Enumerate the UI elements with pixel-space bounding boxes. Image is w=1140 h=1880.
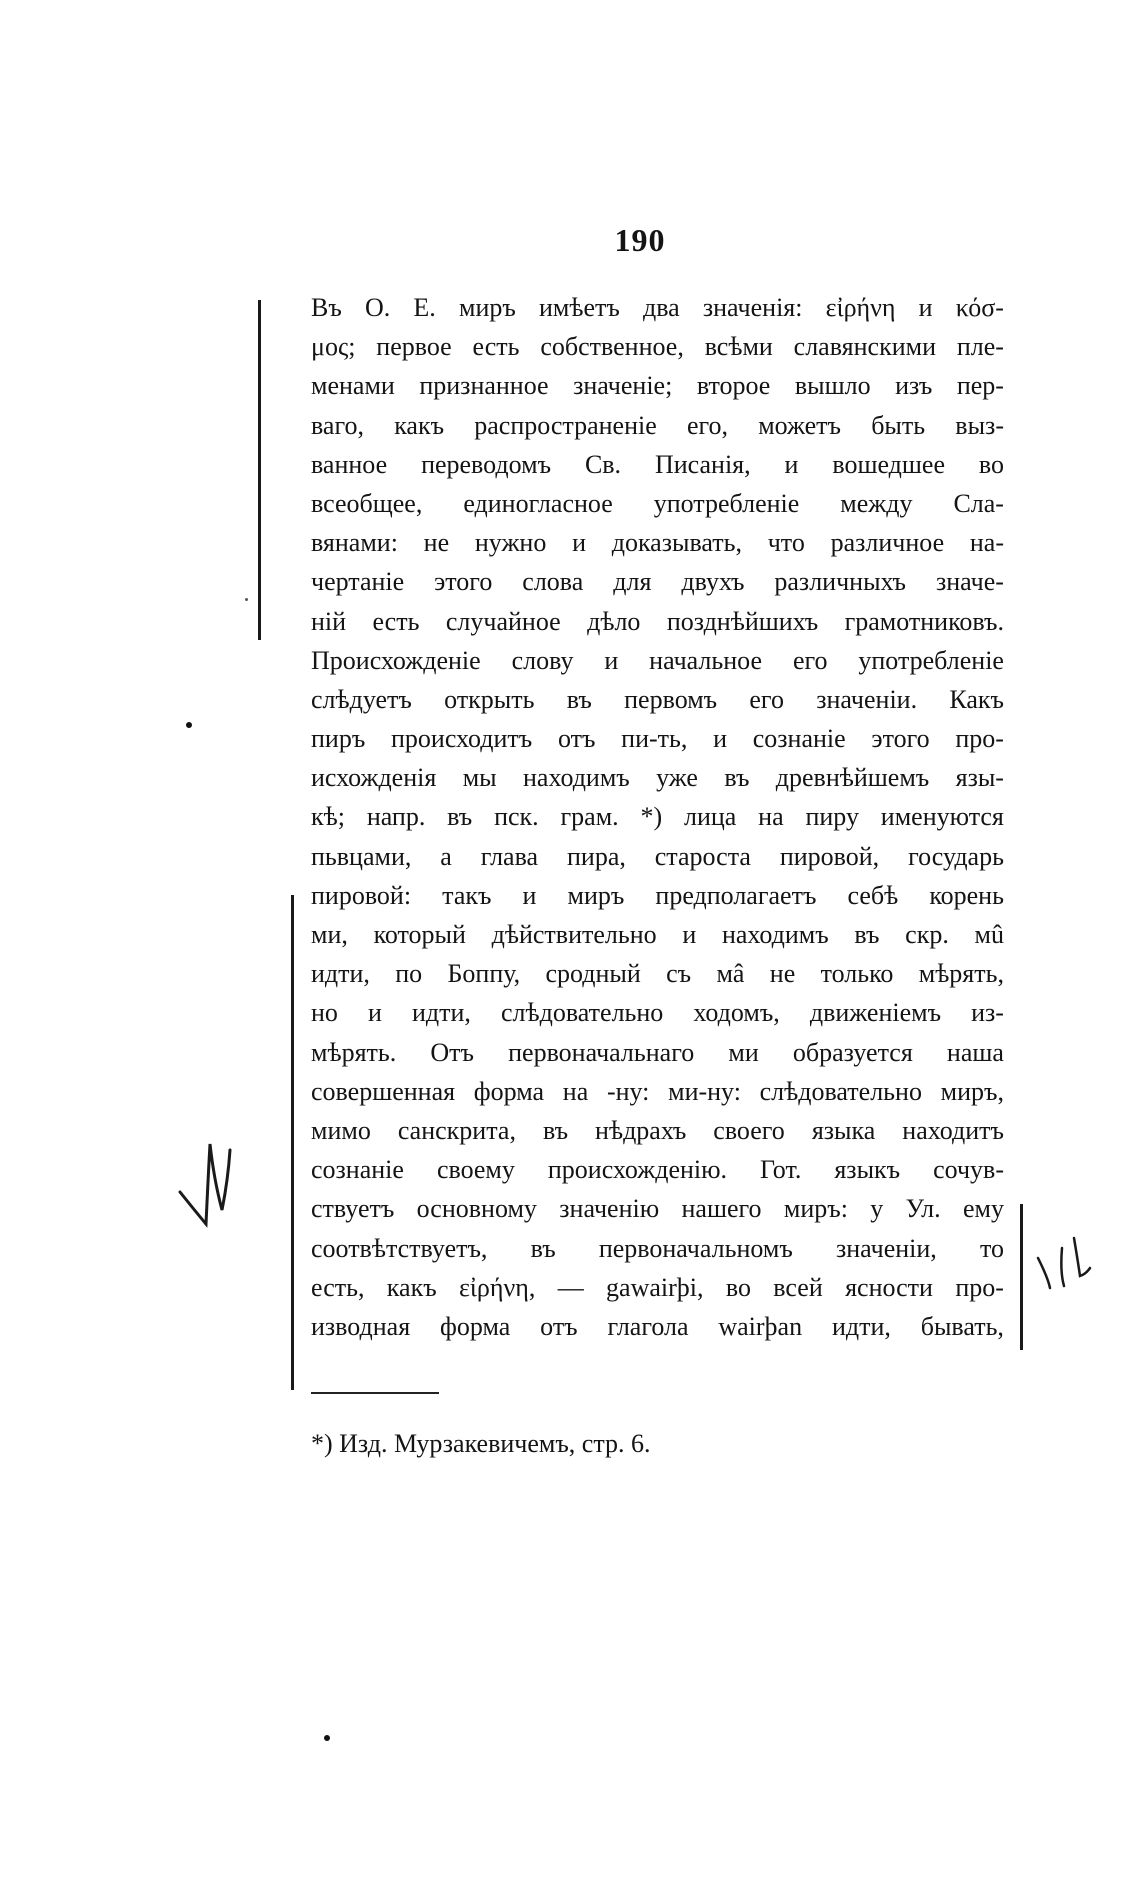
margin-line-right [1020, 1204, 1023, 1350]
text-line: сознаніе своему происхожденію. Гот. языкъ сочув- [311, 1155, 1004, 1185]
left-margin-scribble [170, 1120, 240, 1230]
text-line: ній есть случайное дѣло позднѣйшихъ грамотниковъ. [311, 606, 1004, 636]
main-text [311, 288, 1004, 1346]
right-margin-scribble [1030, 1228, 1100, 1308]
page-number: 190 [614, 222, 666, 258]
margin-line-left-lower [291, 895, 294, 1390]
text-line: мѣрять. Отъ первоначальнаго ми образуется наша [311, 1037, 1004, 1067]
text-line: пировой: такъ и миръ предполагаетъ себѣ корень [311, 880, 1004, 910]
text-line: вянами: не нужно и доказывать, что различное на- [311, 528, 1004, 558]
text-line: μος; первое есть собственное, всѣми славянскими пле- [311, 332, 1004, 362]
text-line: Въ О. Е. миръ имѣетъ два значенія: εἰρήνη и κόσ- [311, 293, 1004, 322]
footnote-rule [311, 1392, 439, 1394]
ink-dot [324, 1735, 330, 1741]
text-line: но и идти, слѣдовательно ходомъ, движеніемъ из- [311, 998, 1004, 1028]
text-line: идти, по Боппу, сродный съ мâ не только мѣрять, [311, 959, 1004, 989]
text-line: ствуетъ основному значенію нашего миръ: у Ул. ему [311, 1194, 1004, 1224]
text-line: пьвцами, а глава пира, староста пировой, государь [311, 841, 1004, 871]
margin-line-left-upper [258, 300, 261, 640]
text-line: кѣ; напр. въ пск. грам. *) лица на пиру именуются [311, 802, 1004, 832]
text-line: менами признанное значеніе; второе вышло изъ пер- [311, 371, 1004, 401]
text-line: соотвѣтствуетъ, въ первоначальномъ значеніи, то [311, 1233, 1004, 1263]
text-line: ми, который дѣйствительно и находимъ въ скр. мû [311, 920, 1004, 949]
ink-dot [186, 722, 192, 728]
text-line: исхожденія мы находимъ уже въ древнѣйшемъ язы- [311, 763, 1004, 793]
text-line: чертаніе этого слова для двухъ различныхъ значе- [311, 567, 1004, 597]
text-line: совершенная форма на -ну: ми-ну: слѣдовательно миръ, [311, 1076, 1004, 1106]
text-line: пиръ происходитъ отъ пи-ть, и сознаніе этого про- [311, 724, 1004, 754]
footnote: *) Изд. Мурзакевичемъ, стр. 6. [311, 1429, 651, 1458]
text-line: слѣдуетъ открыть въ первомъ его значеніи. Какъ [311, 684, 1004, 714]
text-line: ваго, какъ распространеніе его, можетъ быть выз- [311, 410, 1004, 440]
text-line: есть, какъ εἰρήνη, — gawairþi, во всей ясности про- [311, 1272, 1004, 1302]
text-line: ванное переводомъ Св. Писанія, и вошедшее во [311, 449, 1004, 479]
text-line: изводная форма отъ глагола wairþan идти, бывать, [311, 1311, 1004, 1341]
text-line: всеобщее, единогласное употребленіе между Сла- [311, 488, 1004, 518]
ink-dot [245, 598, 248, 601]
text-line: Происхожденіе слову и начальное его употребленіе [311, 645, 1004, 675]
text-line: мимо санскрита, въ нѣдрахъ своего языка находитъ [311, 1115, 1004, 1145]
